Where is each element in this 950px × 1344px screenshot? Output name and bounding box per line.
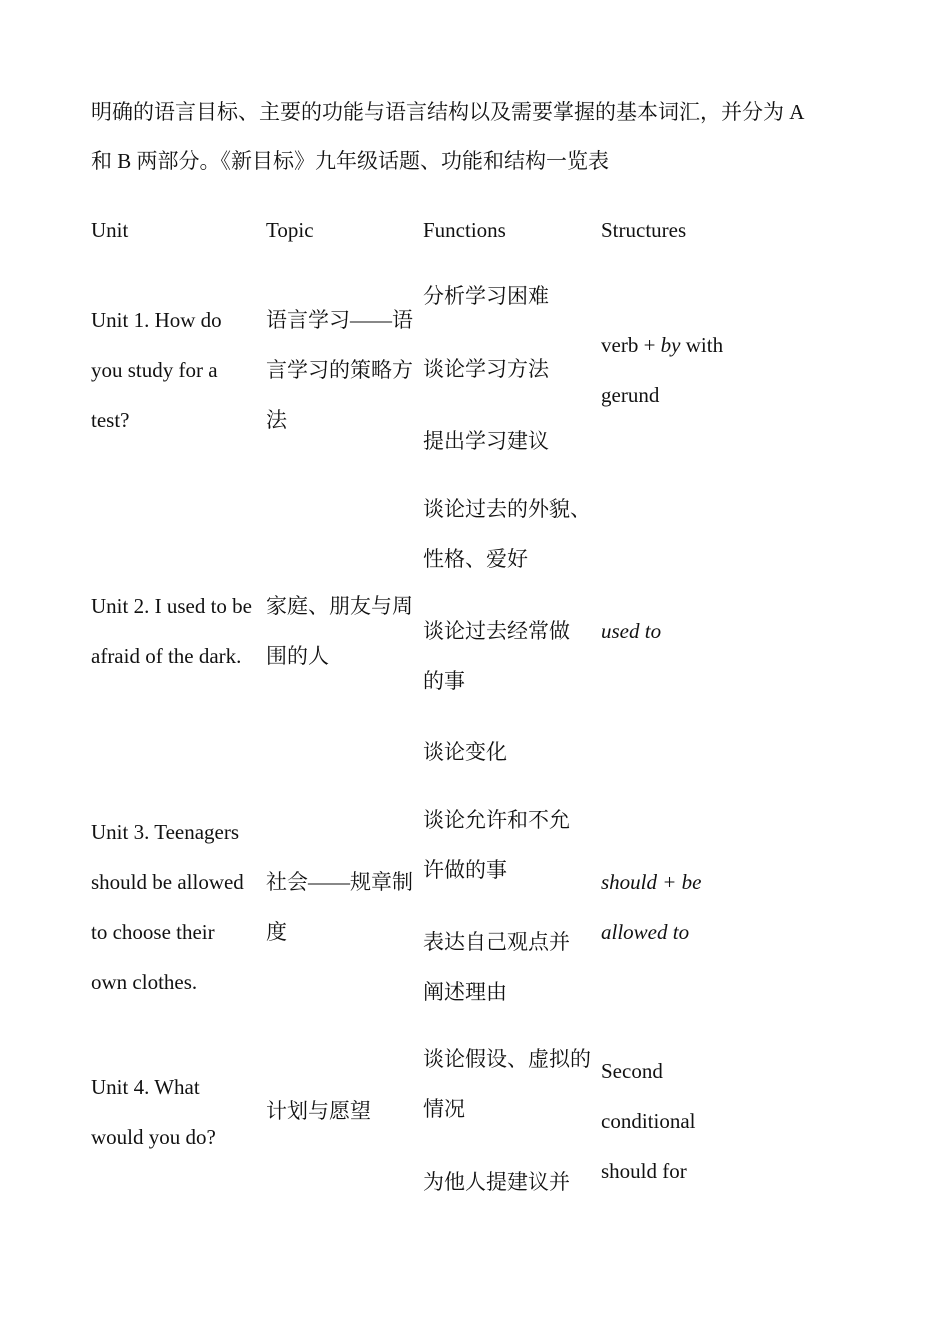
row-2-topic <box>266 581 413 681</box>
row-1-structures-line: gerund <box>601 383 660 407</box>
row-3-topic-line: 度 <box>266 920 287 944</box>
row-2-function-3: 谈论变化 <box>423 740 507 764</box>
row-1-unit-line: you study for a <box>91 358 218 382</box>
structure-text: verb + <box>601 333 661 357</box>
row-3-structures-line: should + be <box>601 870 702 894</box>
row-1-structures <box>601 320 723 420</box>
row-2-function-line: 性格、爱好 <box>423 547 528 571</box>
intro-line-2: 和 B 两部分。《新目标》九年级话题、功能和结构一览表 <box>91 149 610 173</box>
row-1-structures-line <box>601 320 723 370</box>
row-2-function-1 <box>423 484 591 584</box>
structure-text: with <box>680 333 724 357</box>
row-1-function-1: 分析学习困难 <box>423 284 549 308</box>
row-3-function-line: 阐述理由 <box>423 980 507 1004</box>
row-2-structures <box>601 606 661 656</box>
row-4-unit-line: would you do? <box>91 1125 216 1149</box>
row-4-structures-line: Second <box>601 1059 663 1083</box>
row-1-topic <box>266 295 413 445</box>
row-4-unit <box>91 1062 216 1162</box>
header-functions: Functions <box>423 218 506 242</box>
header-unit: Unit <box>91 218 129 242</box>
row-3-function-line: 许做的事 <box>423 858 507 882</box>
row-4-structures-line: should for <box>601 1159 687 1183</box>
row-2-function-line: 的事 <box>423 669 465 693</box>
row-1-function-2: 谈论学习方法 <box>423 357 549 381</box>
row-4-function-2: 为他人提建议并 <box>423 1170 570 1194</box>
row-4-function-1 <box>423 1034 591 1134</box>
row-4-structures <box>601 1046 695 1196</box>
row-2-unit-line: Unit 2. I used to be <box>91 594 252 618</box>
row-1-topic-line: 语言学习——语 <box>266 308 413 332</box>
intro-line-1: 明确的语言目标、主要的功能与语言结构以及需要掌握的基本词汇，并分为 A <box>91 100 805 124</box>
header-structures: Structures <box>601 218 687 242</box>
row-3-unit-line: to choose their <box>91 920 215 944</box>
row-3-unit-line: own clothes. <box>91 970 198 994</box>
row-3-unit <box>91 807 244 1007</box>
row-3-structures <box>601 857 702 957</box>
row-4-function-line: 情况 <box>423 1097 465 1121</box>
row-3-function-line: 表达自己观点并 <box>423 930 570 954</box>
row-2-unit-line: afraid of the dark. <box>91 644 242 668</box>
row-2-function-2 <box>423 606 570 706</box>
row-4-topic-line: 计划与愿望 <box>266 1099 371 1123</box>
row-2-function-line: 谈论过去经常做 <box>423 619 570 643</box>
row-4-topic <box>266 1086 371 1136</box>
row-4-function-line: 谈论假设、虚拟的 <box>423 1047 591 1071</box>
row-1-unit-line: test? <box>91 408 130 432</box>
row-3-function-2 <box>423 917 570 1017</box>
row-3-structures-line: allowed to <box>601 920 690 944</box>
row-1-unit-line: Unit 1. How do <box>91 308 222 332</box>
header-topic: Topic <box>266 218 314 242</box>
row-1-topic-line: 言学习的策略方 <box>266 358 413 382</box>
row-1-function-3: 提出学习建议 <box>423 429 549 453</box>
row-3-function-line: 谈论允许和不允 <box>423 808 570 832</box>
row-4-structures-line: conditional <box>601 1109 696 1133</box>
row-3-function-1 <box>423 795 570 895</box>
row-2-unit <box>91 581 252 681</box>
structure-italic: by <box>660 333 681 357</box>
row-2-structures-line: used to <box>601 619 662 643</box>
row-3-unit-line: should be allowed <box>91 870 244 894</box>
row-4-unit-line: Unit 4. What <box>91 1075 200 1099</box>
row-3-unit-line: Unit 3. Teenagers <box>91 820 240 844</box>
row-2-topic-line: 家庭、朋友与周 <box>266 594 413 618</box>
row-1-topic-line: 法 <box>266 408 287 432</box>
row-3-topic <box>266 857 413 957</box>
row-2-function-line: 谈论过去的外貌、 <box>423 497 591 521</box>
row-2-topic-line: 围的人 <box>266 644 329 668</box>
row-1-unit <box>91 295 222 445</box>
row-3-topic-line: 社会——规章制 <box>266 870 413 894</box>
